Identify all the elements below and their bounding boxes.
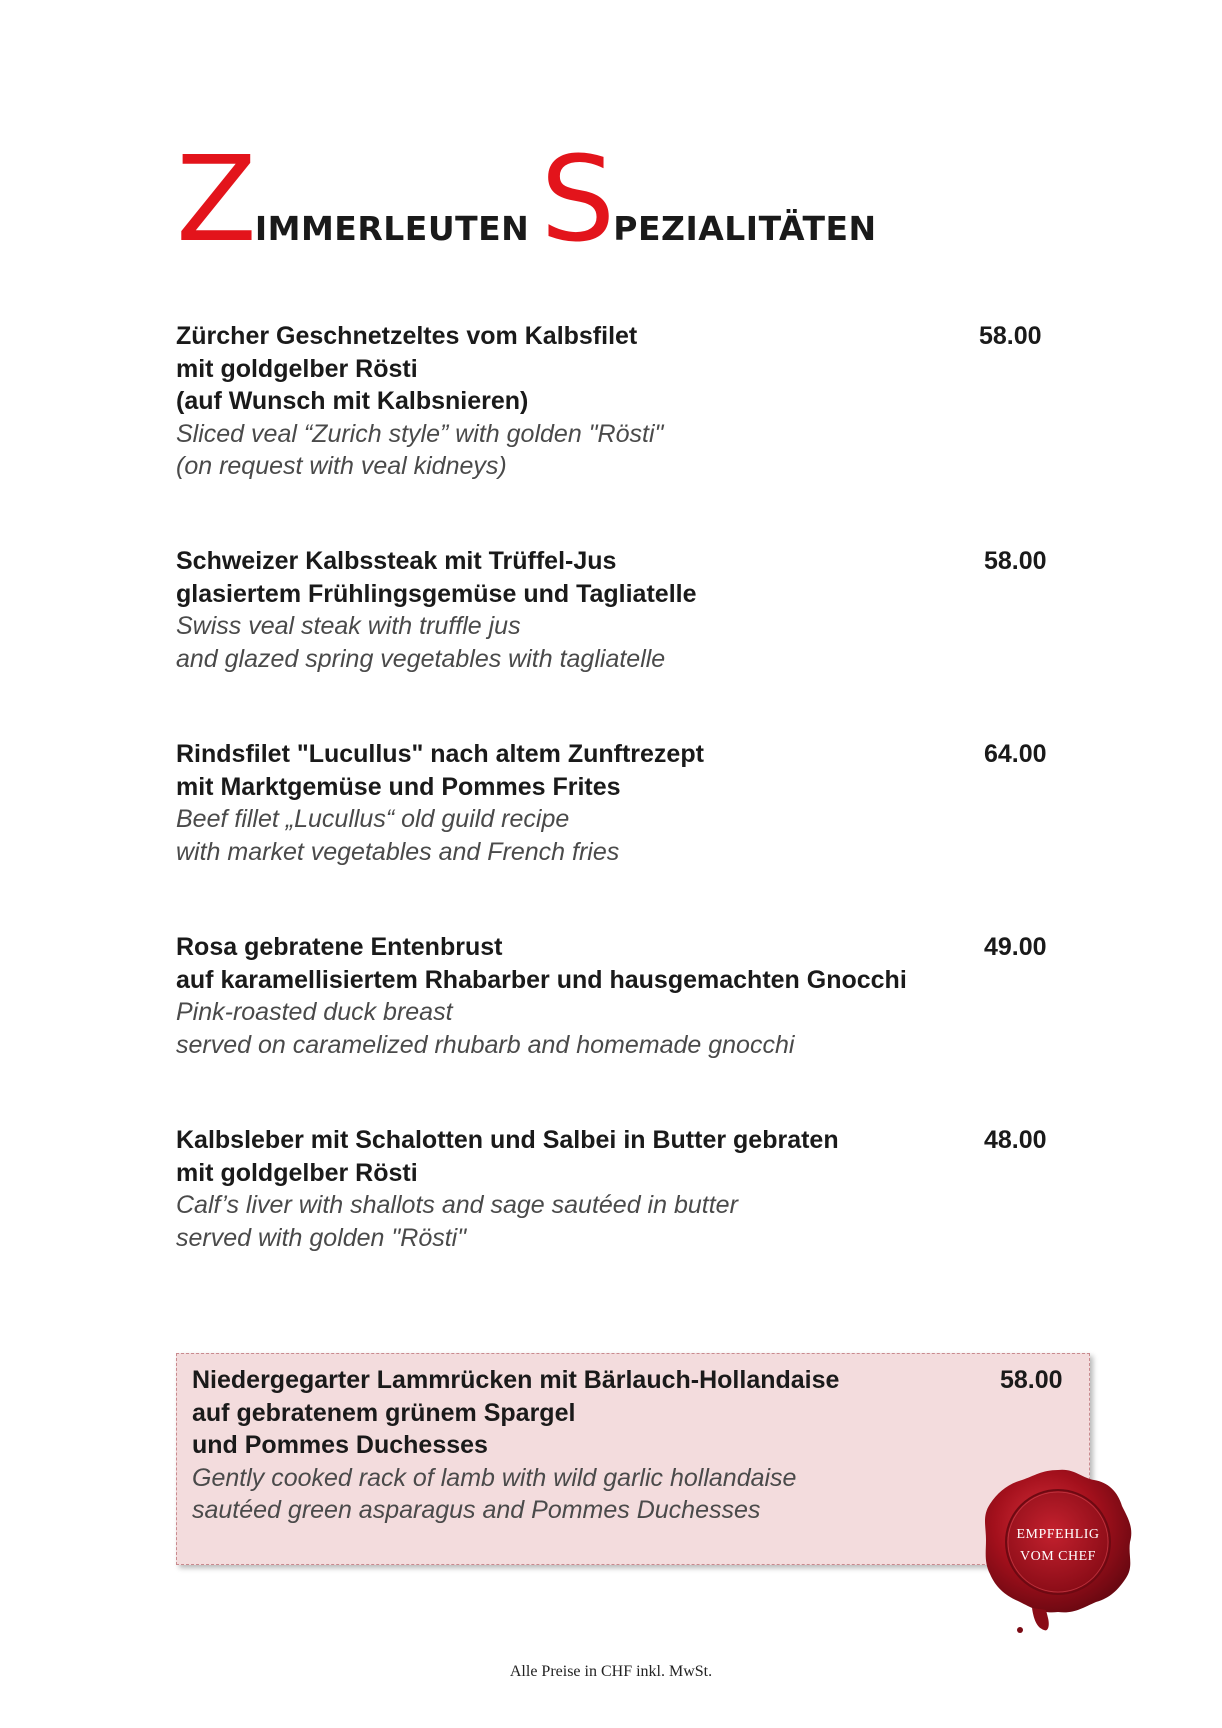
dish-name-en: (on request with veal kidneys) [176, 452, 507, 480]
dish-name-de: Zürcher Geschnetzeltes vom Kalbsfilet [176, 322, 638, 350]
dish-price: 49.00 [984, 933, 1047, 961]
dish-name-en: Calf’s liver with shallots and sage sautéed in butter [176, 1191, 738, 1219]
dish-name-de: Rindsfilet "Lucullus" nach altem Zunftrezept [176, 740, 704, 768]
dish-name-de: Schweizer Kalbssteak mit Trüffel-Jus [176, 547, 617, 575]
page-title [176, 130, 877, 268]
dish-name-en: Swiss veal steak with truffle jus [176, 612, 521, 640]
seal-inner-ring [1006, 1490, 1110, 1594]
dish-name-de: (auf Wunsch mit Kalbsnieren) [176, 387, 529, 415]
title-initial-s: S [540, 130, 614, 268]
dish-price: 58.00 [1000, 1366, 1063, 1394]
dish-name-en: Gently cooked rack of lamb with wild garlic hollandaise [192, 1463, 797, 1492]
menu-item [176, 931, 1056, 1061]
footer-note: Alle Preise in CHF inkl. MwSt. [509, 1663, 713, 1680]
menu-item-special [192, 1364, 1072, 1527]
dish-name-en: Sliced veal “Zurich style” with golden "Rösti" [176, 419, 664, 448]
dish-name-de: Kalbsleber mit Schalotten und Salbei in Butter gebraten [176, 1126, 839, 1154]
menu-item [176, 545, 1056, 675]
dish-name-en: served with golden "Rösti" [176, 1223, 467, 1252]
dish-name-en: and glazed spring vegetables with tagliatelle [176, 644, 666, 673]
dish-name-en: served on caramelized rhubarb and homemade gnocchi [176, 1030, 795, 1059]
dish-name-en: Beef fillet „Lucullus“ old guild recipe [176, 805, 570, 833]
dish-name-de: mit Marktgemüse und Pommes Frites [176, 772, 621, 801]
dish-name-en: with market vegetables and French fries [176, 837, 620, 866]
dish-name-en: sautéed green asparagus and Pommes Duchesses [192, 1496, 761, 1524]
dish-name-de: Rosa gebratene Entenbrust [176, 933, 503, 961]
menu-item [176, 1124, 1056, 1254]
dish-price: 48.00 [984, 1126, 1047, 1154]
dish-name-de: glasiertem Frühlingsgemüse und Tagliatelle [176, 579, 697, 608]
title-initial-z: Z [176, 130, 255, 268]
dish-name-de: und Pommes Duchesses [192, 1431, 488, 1459]
dish-name-de: auf karamellisiertem Rhabarber und hausgemachten Gnocchi [176, 965, 907, 994]
dish-name-de: Niedergegarter Lammrücken mit Bärlauch-Hollandaise [192, 1366, 840, 1394]
dish-price: 58.00 [984, 547, 1047, 575]
dish-name-de: auf gebratenem grünem Spargel [192, 1398, 576, 1427]
menu-item [176, 738, 1056, 868]
seal-drip [1032, 1608, 1049, 1630]
seal-line-2: VOM CHEF [1020, 1549, 1096, 1564]
title-word-1: IMMERLEUTEN [254, 209, 530, 248]
dish-price: 58.00 [979, 322, 1042, 350]
menu-item [176, 320, 1056, 483]
seal-drop [1017, 1627, 1023, 1633]
title-word-2: PEZIALITÄTEN [613, 209, 877, 248]
dish-name-en: Pink-roasted duck breast [176, 998, 453, 1026]
dish-price: 64.00 [984, 740, 1047, 768]
seal-line-1: EMPFEHLIG [1016, 1527, 1100, 1542]
dish-name-de: mit goldgelber Rösti [176, 1158, 418, 1187]
chef-special-box [176, 1353, 1090, 1565]
dish-name-de: mit goldgelber Rösti [176, 354, 418, 383]
wax-seal-icon [978, 1462, 1138, 1642]
